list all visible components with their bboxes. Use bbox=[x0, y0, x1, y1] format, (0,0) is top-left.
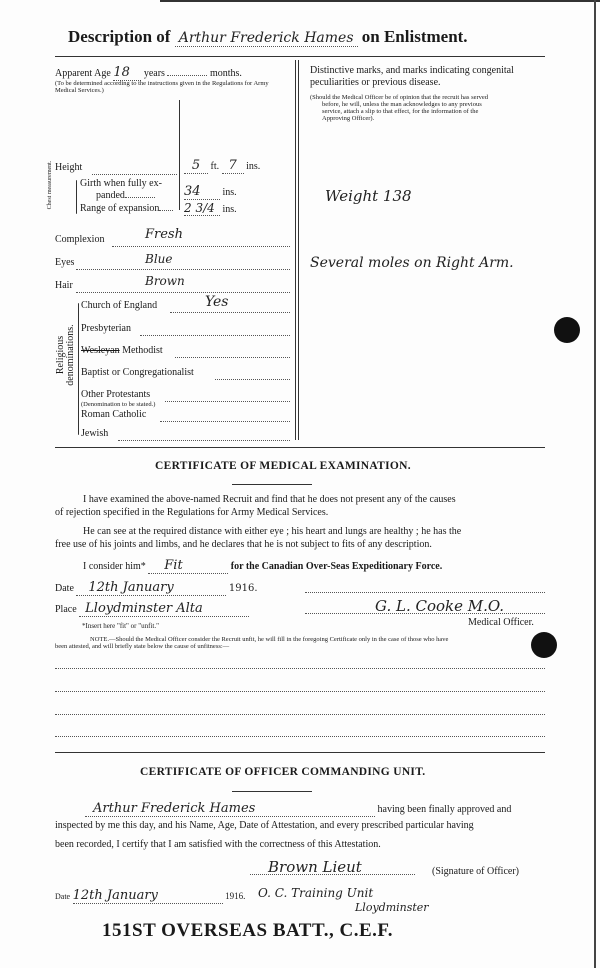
heading-rule-officer bbox=[232, 791, 312, 792]
medical-place-value: Lloydminster Alta bbox=[79, 601, 249, 617]
apparent-age-row: Apparent Age 18 years months. bbox=[55, 65, 242, 80]
age-note: (To be determined according to the instructions given in the Regulations for Army Medical Services.) bbox=[55, 80, 269, 94]
unfit-note-line2: been attested, and will briefly state below the cause of unfitness:— bbox=[55, 643, 230, 650]
expansion-label: Range of expansion bbox=[80, 203, 173, 214]
medical-date-value: 12th January bbox=[76, 580, 226, 596]
fitness-value: Fit bbox=[148, 558, 228, 574]
religion-baptist: Baptist or Congregationalist bbox=[81, 367, 194, 378]
document-title bbox=[68, 27, 468, 47]
punch-hole-bottom bbox=[531, 632, 557, 658]
medical-officer-title: Medical Officer. bbox=[468, 617, 534, 628]
officer-date-value: 12th January bbox=[73, 888, 223, 904]
religion-methodist: Wesleyan Methodist bbox=[81, 345, 163, 356]
medical-date-row: Date 12th January 1916. bbox=[55, 580, 258, 595]
signature-label: (Signature of Officer) bbox=[432, 866, 520, 877]
height-label: Height bbox=[55, 162, 83, 173]
officer-line2: inspected by me this day, and his Name, Age, Date of Attestation, and every prescribed particular having bbox=[55, 820, 474, 831]
religion-brace bbox=[78, 303, 79, 435]
distinctive-marks-entry: Several moles on Right Arm. bbox=[310, 255, 514, 271]
unfit-note-line1: NOTE.—Should the Medical Officer consider the Recruit unfit, he will fill in the foregoing Certificate only in the case of those who have bbox=[90, 636, 449, 643]
officer-line1: Arthur Frederick Hames having been finally approved and bbox=[85, 801, 511, 817]
battalion-stamp: 151ST OVERSEAS BATT., C.E.F. bbox=[102, 920, 393, 941]
officer-signature: Brown Lieut bbox=[268, 858, 362, 876]
officer-line3: been recorded, I certify that I am satisfied with the correctness of this Attestation. bbox=[55, 839, 381, 850]
religion-roman-catholic: Roman Catholic bbox=[81, 409, 147, 420]
apparent-age-value: 18 bbox=[113, 65, 141, 81]
title-prefix: Description of bbox=[68, 27, 171, 46]
chest-measurement-label: Chest measurement. bbox=[47, 160, 53, 210]
punch-hole-top bbox=[554, 317, 580, 343]
complexion-label: Complexion bbox=[55, 234, 105, 245]
religion-other-protestants: Other Protestants bbox=[81, 389, 151, 400]
girth-value-row: 34 ins. bbox=[184, 184, 237, 199]
eyes-label: Eyes bbox=[55, 257, 75, 268]
hair-label: Hair bbox=[55, 280, 73, 291]
girth-label: Girth when fully ex- panded bbox=[80, 178, 162, 201]
expansion-value-row: 2 3/4 ins. bbox=[184, 201, 237, 215]
recruit-name: Arthur Frederick Hames bbox=[175, 30, 358, 47]
medical-para2-line1: He can see at the required distance with either eye ; his heart and lungs are healthy ; he has the bbox=[83, 526, 462, 537]
officer-unit: O. C. Training Unit bbox=[258, 886, 374, 900]
column-divider bbox=[295, 60, 296, 440]
religion-church-of-england-value: Yes bbox=[205, 294, 229, 310]
title-suffix: on Enlistment. bbox=[361, 27, 468, 46]
page-edge-top bbox=[160, 0, 600, 2]
chest-brace bbox=[76, 180, 77, 214]
complexion-value: Fresh bbox=[145, 227, 183, 242]
height-value-row: 5 ft. 7 ins. bbox=[184, 158, 260, 174]
medical-officer-signature: G. L. Cooke M.O. bbox=[375, 597, 505, 615]
religion-other-note: (Denomination to be stated.) bbox=[81, 401, 156, 408]
measurement-divider bbox=[179, 100, 180, 210]
insert-note: *Insert here "fit" or "unfit." bbox=[82, 622, 159, 630]
religion-jewish: Jewish bbox=[81, 428, 109, 439]
medical-para2-line2: free use of his joints and limbs, and he declares that he is not subject to fits of any description. bbox=[55, 539, 432, 550]
officer-recruit-name: Arthur Frederick Hames bbox=[85, 801, 375, 817]
medical-certificate-heading: CERTIFICATE OF MEDICAL EXAMINATION. bbox=[155, 460, 411, 472]
medical-para1-line1: I have examined the above-named Recruit and find that he does not present any of the causes bbox=[83, 494, 456, 505]
medical-place-row: Place Lloydminster Alta bbox=[55, 601, 249, 617]
hair-value: Brown bbox=[145, 274, 185, 288]
distinctive-marks-note: (Should the Medical Officer be of opinion that the recruit has served before, he will, unless the man acknowledges to any previous service, attach a slip to that effect, for the information of the Approving Officer). bbox=[310, 94, 489, 122]
religion-presbyterian: Presbyterian bbox=[81, 323, 131, 334]
religion-church-of-england: Church of England bbox=[81, 300, 158, 311]
religion-group-label: Religious denominations. bbox=[55, 324, 76, 386]
weight-entry: Weight 138 bbox=[325, 187, 412, 205]
divider-medical bbox=[55, 447, 545, 448]
column-divider-2 bbox=[298, 60, 299, 440]
officer-unit-location: Lloydminster bbox=[355, 901, 429, 914]
divider-officer bbox=[55, 752, 545, 753]
page-edge-right bbox=[594, 0, 596, 968]
distinctive-marks-heading: Distinctive marks, and marks indicating congenital peculiarities or previous disease. bbox=[310, 65, 514, 88]
heading-rule-medical bbox=[232, 484, 312, 485]
eyes-value: Blue bbox=[145, 252, 173, 266]
divider-top bbox=[55, 56, 545, 57]
officer-date-row: Date 12th January 1916. bbox=[55, 888, 246, 903]
officer-certificate-heading: CERTIFICATE OF OFFICER COMMANDING UNIT. bbox=[140, 766, 426, 778]
medical-para1-line2: of rejection specified in the Regulations for Army Medical Services. bbox=[55, 507, 329, 518]
consider-row: I consider him* Fit for the Canadian Over-Seas Expeditionary Force. bbox=[83, 558, 443, 573]
